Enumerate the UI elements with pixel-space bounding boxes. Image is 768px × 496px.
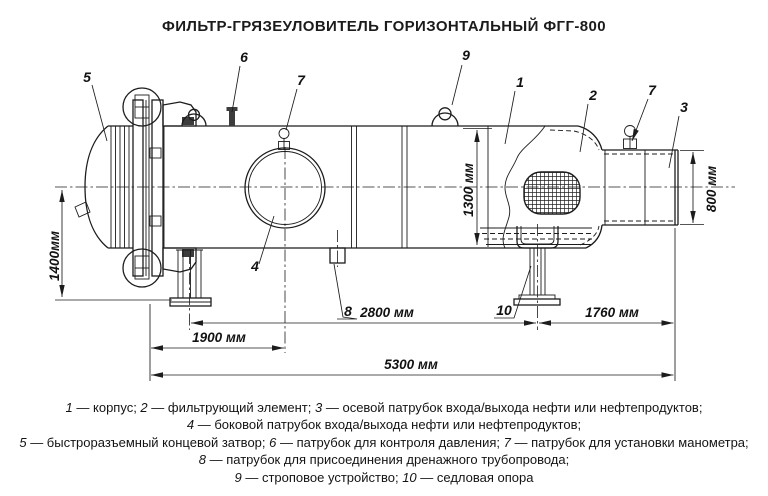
dim-support-span: 2800 мм bbox=[360, 305, 414, 320]
dim-support-to-end: 1760 мм bbox=[585, 305, 639, 320]
part-label-3: 3 bbox=[680, 99, 688, 115]
legend bbox=[0, 399, 768, 486]
part-label-7-right: 7 bbox=[648, 82, 656, 98]
part-label-6: 6 bbox=[240, 49, 248, 65]
dimensions bbox=[47, 129, 719, 382]
dim-overall-length: 5300 мм bbox=[384, 357, 438, 372]
saddle-support-right bbox=[514, 226, 560, 305]
part-label-5: 5 bbox=[83, 69, 91, 85]
part-label-1: 1 bbox=[516, 74, 524, 90]
part-label-8: 8 bbox=[344, 303, 352, 319]
legend-line: 1 — корпус; 2 — фильтрующий элемент; 3 — осевой патрубок входа/выхода нефти или нефтепродуктов; bbox=[65, 400, 703, 415]
centerlines bbox=[55, 147, 735, 353]
dim-shell-diameter: 1300 мм bbox=[461, 163, 476, 217]
legend-line: 8 — патрубок для присоединения дренажного трубопровода; bbox=[198, 452, 570, 468]
closure-clamp-bottom bbox=[123, 248, 196, 287]
dim-nozzle-diameter: 800 мм bbox=[704, 165, 719, 213]
legend-line: 4 — боковой патрубок входа/выхода нефти или нефтепродуктов; bbox=[186, 417, 582, 433]
part-label-9: 9 bbox=[462, 47, 470, 63]
page-title: ФИЛЬТР-ГРЯЗЕУЛОВИТЕЛЬ ГОРИЗОНТАЛЬНЫЙ ФГГ-800 bbox=[162, 18, 606, 35]
lifting-lug-right bbox=[432, 108, 458, 126]
part-label-4: 4 bbox=[251, 258, 259, 274]
manometer-fitting-right bbox=[624, 126, 637, 149]
part-label-2: 2 bbox=[589, 87, 597, 103]
dim-axis-height: 1400мм bbox=[47, 230, 62, 282]
saddle-support-left bbox=[170, 250, 211, 306]
part-label-10: 10 bbox=[496, 302, 512, 318]
filter-element bbox=[480, 172, 592, 245]
part-label-7-left: 7 bbox=[297, 72, 305, 88]
part-callouts bbox=[83, 47, 688, 319]
manometer-fitting-left bbox=[279, 129, 290, 150]
closure-clamp-top bbox=[123, 88, 196, 126]
dim-closure-to-manhole: 1900 мм bbox=[192, 330, 246, 345]
legend-line: 9 — строповое устройство; 10 — седловая опора bbox=[234, 469, 534, 485]
axial-nozzle bbox=[602, 150, 678, 225]
legend-line: 5 — быстроразъемный концевой затвор; 6 — патрубок для контроля давления; 7 — патрубок для установки манометра; bbox=[19, 434, 749, 450]
